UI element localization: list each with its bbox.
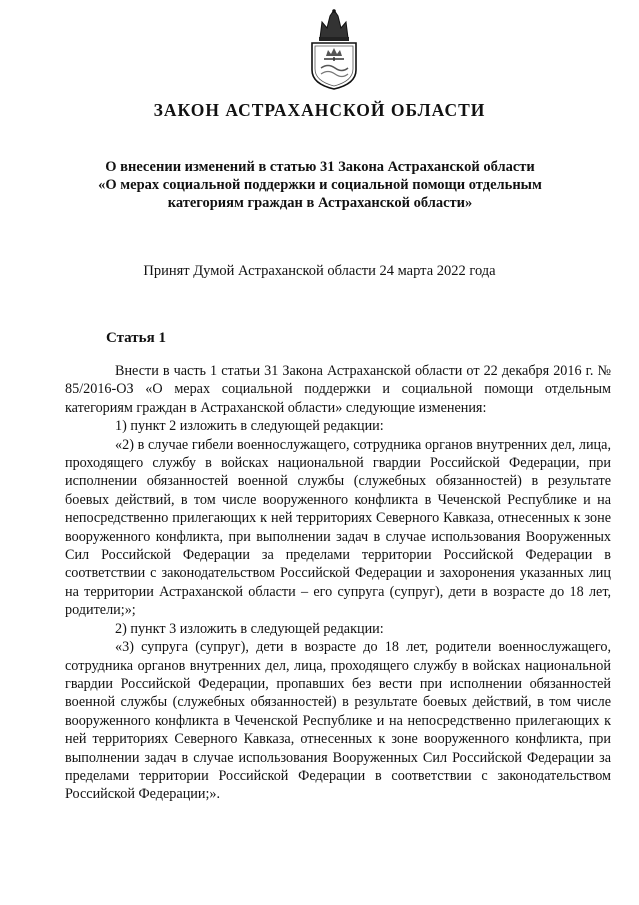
subtitle-line: «О мерах социальной поддержки и социальной помощи отдельным — [98, 177, 542, 193]
astrakhan-coat-of-arms-icon — [304, 8, 364, 90]
subtitle-line: категориям граждан в Астраханской области» — [167, 195, 473, 211]
article-body — [65, 362, 611, 804]
page-title: ЗАКОН АСТРАХАНСКОЙ ОБЛАСТИ — [153, 100, 486, 120]
article-paragraph: «3) супруга (супруг), дети в возрасте до 18 лет, родители военнослужащего, сотрудника органов внутренних дел, лица, проходящего службу в войсках национальной гвардии Российской Федерации, пропавших без вести при исполнении обязанностей военной службы (служебных обязанностей) в результате боевых действий, в том числе вооруженного конфликта в Чеченской Республике и на непосредственно прилегающих к ней территориях Северного Кавказа, отнесенных к зоне вооруженного конфликта, при выполнении задач в случае использования Вооруженных Сил Российской Федерации за пределами территории Российской Федерации в соответствии с законодательством Российской Федерации;». — [65, 639, 611, 803]
adoption-statement: Принят Думой Астраханской области 24 марта 2022 года — [143, 263, 496, 279]
article-paragraph: 2) пункт 3 изложить в следующей редакции: — [115, 620, 384, 637]
article-paragraph: Внести в часть 1 статьи 31 Закона Астраханской области от 22 декабря 2016 г. № 85/2016-ОЗ «О мерах социальной поддержки и социальной помощи отдельным категориям граждан в Астраханской области» следующие изменения: — [65, 363, 611, 416]
article-paragraph: 1) пункт 2 изложить в следующей редакции: — [115, 418, 384, 435]
law-subtitle — [60, 158, 580, 212]
article-heading: Статья 1 — [106, 330, 166, 346]
subtitle-line: О внесении изменений в статью 31 Закона Астраханской области — [105, 159, 535, 175]
article-paragraph: «2) в случае гибели военнослужащего, сотрудника органов внутренних дел, лица, проходящего службу в войсках национальной гвардии Российской Федерации, при исполнении обязанностей военной службы (служебных обязанностей) в результате боевых действий, в том числе вооруженного конфликта в Чеченской Республике и на непосредственно прилегающих к ней территориях Северного Кавказа, отнесенных к зоне вооруженного конфликта, при выполнении задач в случае использования Вооруженных Сил Российской Федерации за пределами территории Российской Федерации в соответствии с законодательством Российской Федерации и захоронения указанных лиц на территории Астраханской области – его супруга (супруг), дети в возрасте до 18 лет, родители;»; — [65, 436, 611, 619]
